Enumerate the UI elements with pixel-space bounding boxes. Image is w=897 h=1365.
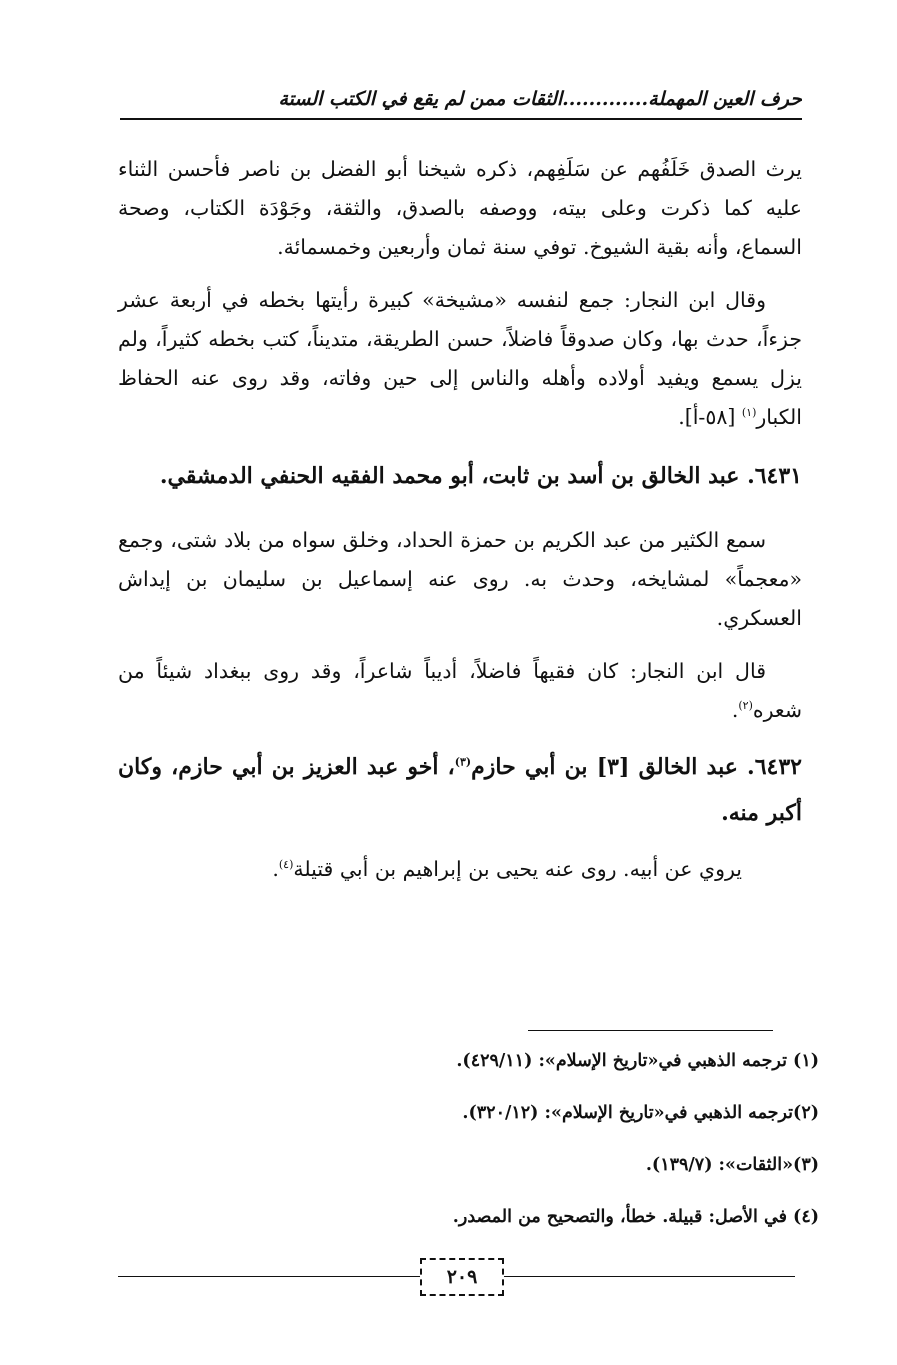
paragraph-2 [118, 281, 802, 437]
paragraph-5-end: . [272, 857, 279, 881]
entry-heading-6432-b: ، أخو عبد العزيز بن أبي حازم، وكان أكبر منه. [118, 754, 802, 826]
footnote-1: (١) ترجمه الذهبي في«تاريخ الإسلام»: (٤٢٩/١١). [456, 1051, 819, 1071]
entry-heading-6431: ٦٤٣١. عبد الخالق بن أسد بن ثابت، أبو محمد الفقيه الحنفي الدمشقي. [159, 463, 802, 489]
main-text [118, 150, 802, 903]
page-number: ٢٠٩ [420, 1258, 504, 1296]
footnote-separator [528, 1030, 773, 1031]
footnote-2: (٢)ترجمه الذهبي في«تاريخ الإسلام»: (٣٢٠/١٢). [462, 1103, 819, 1123]
paragraph-2-text: وقال ابن النجار: جمع لنفسه «مشيخة» كبيرة رأيتها بخطه في أربعة عشر جزءاً، حدث بها، وكان صدوقاً فاضلاً، حسن الطريقة، متديناً، كتب بخطه كثيراً، ولم يزل يسمع ويفيد أولاده وأهله والناس إلى حين وفاته، وقد روى عنه الحفاظ الكبار [118, 288, 802, 429]
entry-heading-6432 [118, 744, 802, 836]
header-rule [120, 118, 802, 120]
paragraph-3: سمع الكثير من عبد الكريم بن حمزة الحداد، وخلق سواه من بلاد شتى، وجمع «معجماً» لمشايخه، وحدث به. روى عنه إسماعيل بن سليمان بن إيداش العسكري. [118, 528, 802, 630]
footnote-ref-2: (٢) [738, 699, 753, 713]
footnote-ref-1: (١) [741, 406, 757, 420]
footnote-ref-3: (٣) [454, 755, 472, 769]
paragraph-4-end: . [731, 698, 739, 722]
paragraph-5 [118, 850, 802, 889]
paragraph-2-end: [٥٨-أ]. [678, 405, 742, 429]
footnotes [118, 1048, 819, 1256]
paragraph-1: يرث الصدق خَلَفُهم عن سَلَفِهم، ذكره شيخنا أبو الفضل بن ناصر فأحسن الثناء عليه كما ذكرت وعلى بيته، ووصفه بالصدق، والثقة، وجَوْدَة الكتاب، وصحة السماع، وأنه بقية الشيوخ. توفي سنة ثمان وأربعين وخمسمائة. [118, 157, 802, 259]
footnote-3: (٣)«الثقات»: (١٣٩/٧). [645, 1155, 819, 1175]
entry-heading-6432-a: ٦٤٣٢. عبد الخالق [٣] بن أبي حازم [471, 754, 802, 780]
footnote-ref-4: (٤) [278, 858, 294, 872]
running-header: حرف العين المهملة.............الثقات ممن لم يقع في الكتب الستة [278, 88, 802, 110]
paragraph-4-text: قال ابن النجار: كان فقيهاً فاضلاً، أديباً شاعراً، وقد روى ببغداد شيئاً من شعره [118, 659, 802, 722]
paragraph-5-text: يروي عن أبيه. روى عنه يحيى بن إبراهيم بن أبي قتيلة [293, 857, 742, 881]
paragraph-4 [118, 652, 802, 730]
footnote-4: (٤) في الأصل: قبيلة. خطأ، والتصحيح من المصدر. [452, 1207, 819, 1227]
